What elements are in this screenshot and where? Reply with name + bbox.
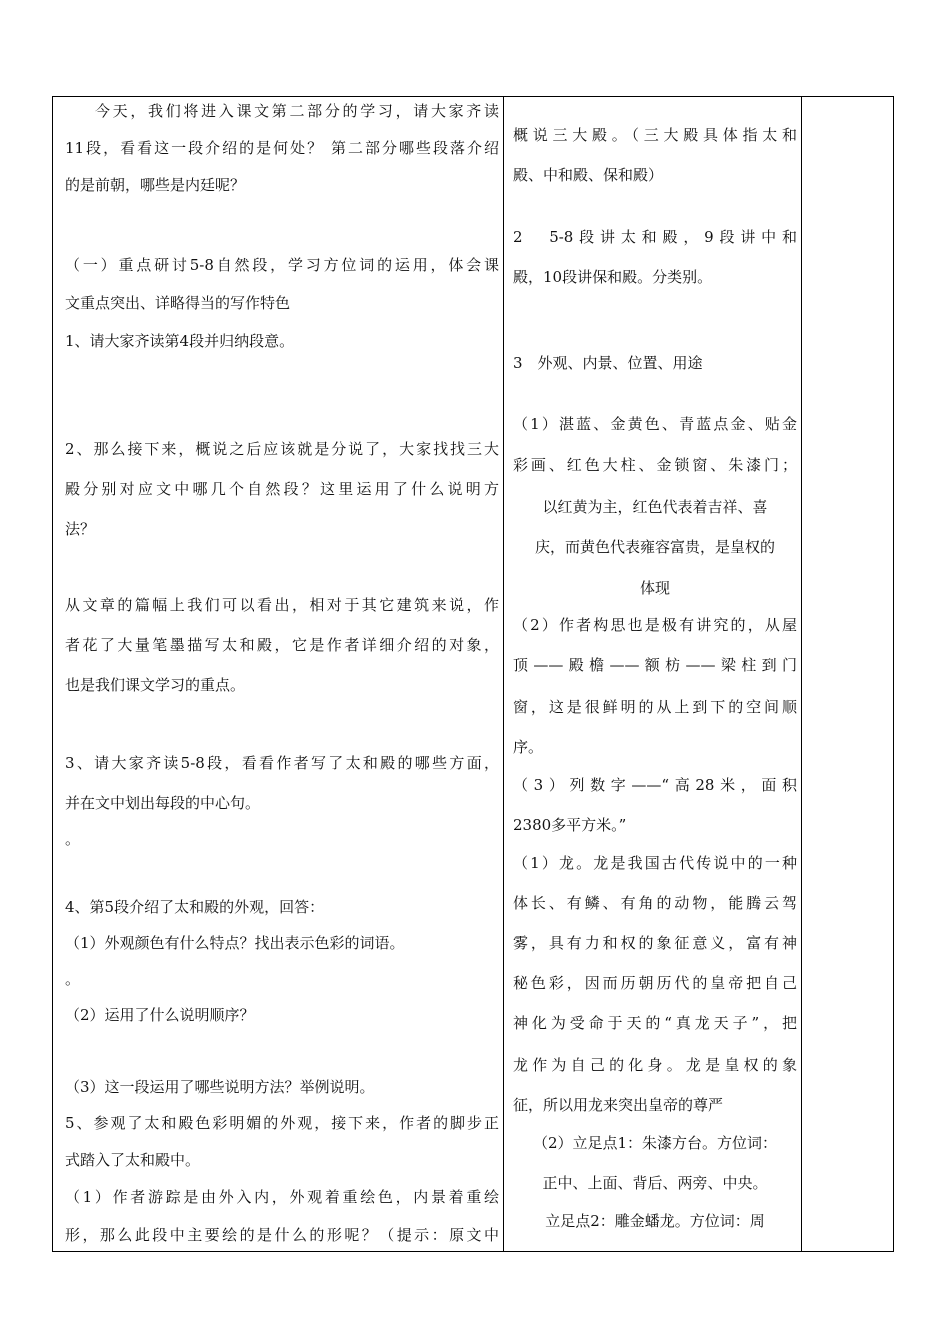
answer-line: 彩画、红色大柱、金锁窗、朱漆门；	[513, 456, 797, 474]
notes-column	[803, 97, 895, 1251]
sub-question: （3）这一段运用了哪些说明方法？举例说明。	[65, 1078, 375, 1096]
question-3-line: 并在文中划出每段的中心句。	[65, 794, 261, 812]
answer-line: 体现	[639, 579, 670, 597]
column-divider	[801, 97, 802, 1251]
answer-line: （3）列数字——“高28米，面积	[513, 776, 797, 794]
teaching-questions-column	[53, 97, 503, 1251]
answer-line: 立足点2：雕金蟠龙。方位词：周	[545, 1212, 765, 1230]
question-3-line: 3、请大家齐读5-8段，看看作者写了太和殿的哪些方面，	[65, 754, 499, 772]
answer-line: 殿、中和殿、保和殿）	[513, 166, 664, 184]
section-heading-line: （一）重点研讨5-8自然段，学习方位词的运用，体会课	[65, 256, 499, 274]
paragraph-line: 的是前朝，哪些是内廷呢？	[65, 176, 246, 194]
answer-line: 以红黄为主，红色代表着吉祥、喜	[542, 498, 768, 516]
answer-line: 龙作为自己的化身。龙是皇权的象	[513, 1056, 797, 1074]
lesson-table	[52, 96, 894, 1252]
answer-line: 殿，10段讲保和殿。分类别。	[513, 268, 713, 286]
question-2-line: 法？	[65, 520, 96, 538]
paragraph-line: 者花了大量笔墨描写太和殿，它是作者详细介绍的对象，	[65, 636, 499, 654]
answer-line: 庆，而黄色代表雍容富贵，是皇权的	[534, 538, 775, 556]
answer-line: 窗，这是很鲜明的从上到下的空间顺	[513, 698, 797, 716]
question-4: 4、第5段介绍了太和殿的外观，回答：	[65, 898, 325, 916]
answer-line: 雾，具有力和权的象征意义，富有神	[513, 934, 797, 952]
answer-line: 概说三大殿。（三大殿具体指太和	[513, 126, 797, 144]
answer-line: 顶——殿檐——额枋——梁柱到门	[513, 656, 797, 674]
question-1: 1、请大家齐读第4段并归纳段意。	[65, 332, 295, 350]
paragraph-line: 也是我们课文学习的重点。	[65, 676, 246, 694]
question-2-line: 2、那么接下来，概说之后应该就是分说了，大家找找三大	[65, 440, 499, 458]
section-heading-line: 文重点突出、详略得当的写作特色	[65, 294, 291, 312]
paragraph-line: 。	[65, 830, 81, 848]
answer-line: 2380多平方米。”	[513, 816, 627, 834]
paragraph-line: 。	[65, 970, 81, 988]
answer-line: 3 外观、内景、位置、用途	[513, 354, 703, 372]
paragraph-line: 今天，我们将进入课文第二部分的学习，请大家齐读	[95, 102, 499, 120]
answer-line: 序。	[513, 738, 544, 756]
answer-line: 体长、有鳞、有角的动物，能腾云驾	[513, 894, 797, 912]
column-divider	[503, 97, 504, 1251]
answer-line: （1）湛蓝、金黄色、青蓝点金、贴金	[513, 415, 797, 433]
answer-line: 正中、上面、背后、两旁、中央。	[542, 1174, 768, 1192]
paragraph-line: 从文章的篇幅上我们可以看出，相对于其它建筑来说，作	[65, 596, 499, 614]
answer-line: （2）作者构思也是极有讲究的，从屋	[513, 616, 797, 634]
answer-line: 2 5-8段讲太和殿，9段讲中和	[513, 228, 797, 246]
question-2-line: 殿分别对应文中哪几个自然段？这里运用了什么说明方	[65, 480, 499, 498]
answer-line: 神化为受命于天的“真龙天子”，把	[513, 1014, 797, 1032]
answer-line: （2）立足点1：朱漆方台。方位词：	[532, 1134, 778, 1152]
answer-line: （1）龙。龙是我国古代传说中的一种	[513, 854, 797, 872]
question-5-line: 5、参观了太和殿色彩明媚的外观，接下来，作者的脚步正	[65, 1114, 499, 1132]
paragraph-line: 11段，看看这一段介绍的是何处？ 第二部分哪些段落介绍	[65, 139, 499, 157]
sub-question-line: （1）作者游踪是由外入内，外观着重绘色，内景着重绘	[65, 1188, 499, 1206]
sub-question-line: 形，那么此段中主要绘的是什么的形呢？（提示：原文中	[65, 1226, 499, 1244]
answers-column	[505, 97, 801, 1251]
question-5-line: 式踏入了太和殿中。	[65, 1151, 201, 1169]
sub-question: （1）外观颜色有什么特点？找出表示色彩的词语。	[65, 934, 405, 952]
sub-question: （2）运用了什么说明顺序？	[65, 1006, 255, 1024]
answer-line: 征，所以用龙来突出皇帝的尊严	[513, 1096, 724, 1114]
answer-line: 秘色彩，因而历朝历代的皇帝把自己	[513, 974, 797, 992]
